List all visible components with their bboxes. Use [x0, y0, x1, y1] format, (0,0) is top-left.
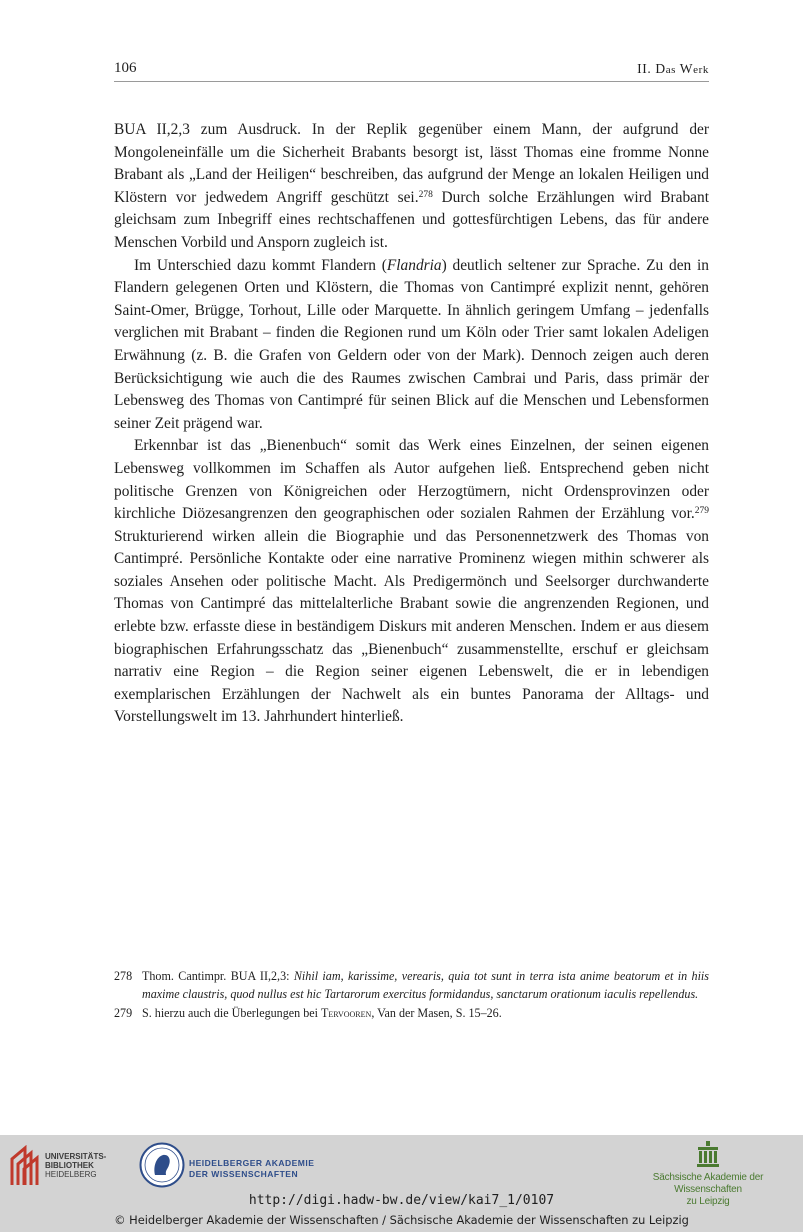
footer-band — [0, 1135, 803, 1232]
footnote-279 — [114, 1004, 709, 1022]
copyright-notice: © Heidelberger Akademie der Wissenschaften / Sächsische Akademie der Wissenschaften zu Leipzig — [114, 1213, 689, 1227]
footnote-quotation: Nihil iam, karissime, verearis, quia tot sunt in terra ista anime beatorum et in hiis maxime claustris, quod nullus est hic Tartarorum exercitus formidandus, sanctarum orationum iaculis repellendus. — [142, 969, 709, 1002]
ub-heidelberg-logo[interactable] — [9, 1145, 121, 1189]
ub-line-1: UNIVERSITÄTS- — [45, 1152, 107, 1161]
footnote-278 — [114, 967, 709, 1004]
paragraph-1-text-a: BUA II,2,3 zum Ausdruck. In der Replik gegenüber einem Mann, der aufgrund der Mongoleneinfälle um die Sicherheit Brabants besorgt ist, lässt Thomas eine fromme Nonne Brabant als „Land der Heiligen“ beschreiben, das aufgrund der Menge an lokalen Heiligen und Klöstern vor jedwedem Angriff geschützt sei. — [114, 121, 709, 206]
paragraph-1 — [114, 119, 709, 255]
ub-heidelberg-mark-icon — [9, 1145, 41, 1187]
page-number: 106 — [114, 60, 137, 76]
paragraph-3-text-a: Erkennbar ist das „Bienenbuch“ somit das Werk eines Einzelnen, der seinen eigenen Lebensweg vollkommen im Schaffen als Autor aufgehen ließ. Entsprechend geben nicht politische Grenzen von Königreichen oder Herzogtümern, nicht Ordensprovinzen oder kirchliche Diözesangrenzen den geographischen oder sozialen Rahmen der Erzählung vor. — [114, 437, 709, 523]
paragraph-1-text-b: Durch solche Erzählungen wird Brabant gleichsam zum Inbegriff eines rechtschaffenen und gottesfürchtigen Lebens, das für andere Menschen Vorbild und Ansporn zugleich ist. — [114, 188, 709, 251]
footnote-ref-278[interactable]: 278 — [418, 189, 433, 200]
paragraph-2 — [114, 255, 709, 436]
footnote-tail: , Van der Masen, S. 15–26. — [371, 1005, 502, 1020]
saw-building-icon — [697, 1141, 719, 1167]
hadw-wordmark — [189, 1158, 314, 1180]
hadw-seal-icon — [139, 1142, 185, 1188]
hadw-line-2: DER WISSENSCHAFTEN — [189, 1169, 299, 1179]
running-head-d: D — [655, 61, 666, 76]
paragraph-3-text-b: Strukturierend wirken allein die Biographie und das Personennetzwerk des Thomas von Cantimpré. Persönliche Kontakte oder eine narrative Prominenz wiegen mithin schwerer als soziales Ansehen oder politische Macht. Als Predigermönch und Seelsorger durchwanderte Thomas von Cantimpré das mittelalterliche Brabant sowie die angrenzenden Regionen, und erlebte bzw. erfasste diese in beständigem Diskurs mit anderen Menschen. Indem er aus diesem biographischen Erfahrungsschatz das „Bienenbuch“ zusammenstellte, erschuf er gleichsam narrativ eine Region – die Region seiner eigenen Lebenswelt, die er in lebendigen exemplarischen Erzählungen der Nachwelt als ein buntes Panorama der Alltags- und Vorstellungswelt im 13. Jahrhundert hinterließ. — [114, 527, 709, 726]
saw-leipzig-logo[interactable] — [618, 1141, 798, 1207]
source-url-link[interactable]: http://digi.hadw-bw.de/view/kai7_1/0107 — [248, 1193, 555, 1208]
paragraph-3 — [114, 435, 709, 729]
footnote-lead: Thom. Cantimpr. BUA II,2,3: — [142, 969, 294, 983]
running-head-w: W — [679, 61, 694, 76]
footnote-ref-279[interactable]: 279 — [694, 506, 709, 517]
hadw-logo[interactable] — [139, 1142, 359, 1192]
body-text — [114, 119, 709, 729]
running-head-erk: erk — [693, 64, 709, 76]
paragraph-2-italic: Flandria — [386, 256, 442, 274]
footnote-number: 279 — [114, 1005, 133, 1020]
footnote-lead: S. hierzu auch die Überlegungen bei — [142, 1005, 321, 1020]
running-head-numeral: II. — [637, 61, 652, 76]
header-rule — [114, 81, 709, 82]
running-head-as: as — [665, 64, 677, 76]
running-head — [637, 61, 709, 77]
footnotes — [114, 967, 709, 1022]
page-header — [114, 60, 709, 82]
footnote-author: Tervooren — [321, 1005, 372, 1020]
saw-line-2: zu Leipzig — [686, 1196, 730, 1207]
saw-line-1: Sächsische Akademie der Wissenschaften — [652, 1172, 764, 1195]
ub-line-2: BIBLIOTHEK — [45, 1161, 94, 1170]
paragraph-2-text-b: ) deutlich seltener zur Sprache. Zu den in Flandern gelegenen Orten und Klöstern, die Thomas von Cantimpré explizit nennt, gehören Saint-Omer, Brügge, Torhout, Lille oder Marquette. In ähnlich geringem Umfang – jedenfalls verglichen mit Brabant – finden die Regionen rund um Köln oder Trier samt lokalen Adeligen Erwähnung (z. B. die Grafen von Geldern oder von der Mark). Dennoch zeigen auch deren Berücksichtigung wie auch die des Raumes zwischen Cambrai und Paris, dass primär der Lebensweg des Thomas von Cantimpré für seinen Blick auf die Menschen und Lebensformen seiner Zeit prägend war. — [114, 256, 709, 432]
ub-heidelberg-wordmark — [45, 1152, 106, 1179]
hadw-line-1: HEIDELBERGER AKADEMIE — [189, 1158, 315, 1168]
ub-line-3: HEIDELBERG — [45, 1170, 97, 1179]
paragraph-2-text-a: Im Unterschied dazu kommt Flandern ( — [134, 256, 387, 274]
footnote-number: 278 — [114, 969, 133, 983]
